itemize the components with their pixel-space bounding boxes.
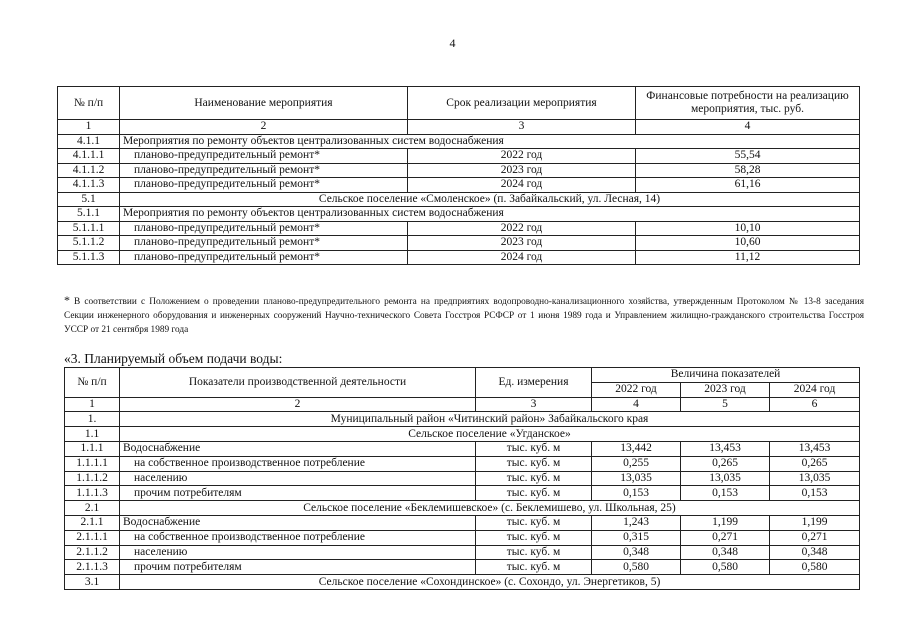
row-number: 4.1.1 bbox=[58, 134, 120, 149]
footnote-text: В соответствии с Положением о проведении планово-предупредительного ремонта на предприятиях водопроводно-канализационного хозяйства, утвержденным Протоколом № 13-8 заседания Секции инженерного оборудования и инженерных сооружений Научно-технического Совета Госстроя РСФСР от 1 июня 1989 года и Управлением жилищно-гражданского строительства Госстроя УССР от 21 сентября 1989 года bbox=[64, 297, 864, 335]
row-number: 2.1.1.2 bbox=[65, 545, 120, 560]
column-number: 2 bbox=[120, 120, 408, 135]
indicator-name: прочим потребителям bbox=[120, 486, 476, 501]
col-header-name: Наименование мероприятия bbox=[120, 87, 408, 120]
indicator-value: 0,153 bbox=[592, 486, 681, 501]
row-number: 2.1.1.3 bbox=[65, 560, 120, 575]
col-header-year-2023: 2023 год bbox=[681, 382, 770, 397]
table-row bbox=[65, 560, 860, 575]
section-title: «3. Планируемый объем подачи воды: bbox=[64, 351, 283, 366]
settlement-name: Сельское поселение «Смоленское» (п. Забайкальский, ул. Лесная, 14) bbox=[120, 192, 860, 207]
section-name: Сельское поселение «Сохондинское» (с. Сохондо, ул. Энергетиков, 5) bbox=[120, 575, 860, 590]
table-row bbox=[58, 163, 860, 178]
event-finance-value: 58,28 bbox=[636, 163, 860, 178]
section-row bbox=[65, 412, 860, 427]
col-header-unit: Ед. измерения bbox=[476, 368, 592, 398]
section-row bbox=[65, 575, 860, 590]
event-term: 2023 год bbox=[408, 236, 636, 251]
column-number: 2 bbox=[120, 397, 476, 412]
water-table-header-row1 bbox=[65, 368, 860, 383]
table-row bbox=[65, 515, 860, 530]
section-row bbox=[65, 501, 860, 516]
row-number: 4.1.1.3 bbox=[58, 178, 120, 193]
unit: тыс. куб. м bbox=[476, 560, 592, 575]
indicator-name: Водоснабжение bbox=[120, 441, 476, 456]
group-name: Мероприятия по ремонту объектов централизованных систем водоснабжения bbox=[120, 134, 860, 149]
row-number: 4.1.1.1 bbox=[58, 149, 120, 164]
table-row bbox=[65, 530, 860, 545]
event-term: 2024 год bbox=[408, 250, 636, 265]
events-table bbox=[57, 86, 860, 265]
table-row bbox=[65, 545, 860, 560]
row-number: 2.1 bbox=[65, 501, 120, 516]
col-header-num: № п/п bbox=[58, 87, 120, 120]
table-row bbox=[58, 149, 860, 164]
section-name: Сельское поселение «Угданское» bbox=[120, 427, 860, 442]
row-number: 1.1.1.1 bbox=[65, 456, 120, 471]
event-name: планово-предупредительный ремонт* bbox=[120, 163, 408, 178]
section-name: Муниципальный район «Читинский район» Забайкальского края bbox=[120, 412, 860, 427]
indicator-value: 0,265 bbox=[681, 456, 770, 471]
indicator-value: 0,580 bbox=[592, 560, 681, 575]
column-number: 6 bbox=[770, 397, 860, 412]
indicator-name: населению bbox=[120, 545, 476, 560]
row-number: 5.1.1.1 bbox=[58, 221, 120, 236]
table-row bbox=[58, 250, 860, 265]
col-header-year-2024: 2024 год bbox=[770, 382, 860, 397]
group-row bbox=[58, 207, 860, 222]
indicator-name: прочим потребителям bbox=[120, 560, 476, 575]
event-finance-value: 55,54 bbox=[636, 149, 860, 164]
table-row bbox=[58, 221, 860, 236]
event-term: 2023 год bbox=[408, 163, 636, 178]
footnote-star: * bbox=[64, 293, 70, 307]
col-header-indicator: Показатели производственной деятельности bbox=[120, 368, 476, 398]
event-finance-value: 10,10 bbox=[636, 221, 860, 236]
event-term: 2022 год bbox=[408, 221, 636, 236]
column-number: 3 bbox=[408, 120, 636, 135]
indicator-value: 0,348 bbox=[681, 545, 770, 560]
indicator-value: 0,348 bbox=[770, 545, 860, 560]
col-header-finance: Финансовые потребности на реализацию мероприятия, тыс. руб. bbox=[636, 87, 860, 120]
indicator-value: 1,243 bbox=[592, 515, 681, 530]
indicator-value: 0,348 bbox=[592, 545, 681, 560]
indicator-value: 0,153 bbox=[770, 486, 860, 501]
indicator-value: 0,580 bbox=[681, 560, 770, 575]
indicator-value: 0,271 bbox=[681, 530, 770, 545]
event-name: планово-предупредительный ремонт* bbox=[120, 149, 408, 164]
group-row bbox=[58, 134, 860, 149]
event-name: планово-предупредительный ремонт* bbox=[120, 178, 408, 193]
indicator-value: 13,035 bbox=[770, 471, 860, 486]
unit: тыс. куб. м bbox=[476, 515, 592, 530]
indicator-name: Водоснабжение bbox=[120, 515, 476, 530]
row-number: 1.1 bbox=[65, 427, 120, 442]
row-number: 1.1.1 bbox=[65, 441, 120, 456]
row-number: 5.1.1 bbox=[58, 207, 120, 222]
table-row bbox=[65, 456, 860, 471]
table-row bbox=[65, 441, 860, 456]
column-number: 4 bbox=[592, 397, 681, 412]
column-number: 5 bbox=[681, 397, 770, 412]
table-row bbox=[58, 178, 860, 193]
event-finance-value: 11,12 bbox=[636, 250, 860, 265]
indicator-name: населению bbox=[120, 471, 476, 486]
indicator-value: 0,580 bbox=[770, 560, 860, 575]
column-numbers-row bbox=[58, 120, 860, 135]
indicator-value: 1,199 bbox=[770, 515, 860, 530]
row-number: 2.1.1.1 bbox=[65, 530, 120, 545]
indicator-value: 0,265 bbox=[770, 456, 860, 471]
indicator-value: 1,199 bbox=[681, 515, 770, 530]
unit: тыс. куб. м bbox=[476, 441, 592, 456]
row-number: 4.1.1.2 bbox=[58, 163, 120, 178]
row-number: 1.1.1.2 bbox=[65, 471, 120, 486]
event-name: планово-предупредительный ремонт* bbox=[120, 250, 408, 265]
row-number: 1. bbox=[65, 412, 120, 427]
col-header-term: Срок реализации мероприятия bbox=[408, 87, 636, 120]
indicator-value: 13,453 bbox=[770, 441, 860, 456]
indicator-value: 0,315 bbox=[592, 530, 681, 545]
events-table-header bbox=[58, 87, 860, 120]
event-term: 2024 год bbox=[408, 178, 636, 193]
col-header-values-group: Величина показателей bbox=[592, 368, 860, 383]
event-finance-value: 10,60 bbox=[636, 236, 860, 251]
row-number: 2.1.1 bbox=[65, 515, 120, 530]
indicator-value: 0,153 bbox=[681, 486, 770, 501]
event-term: 2022 год bbox=[408, 149, 636, 164]
row-number: 3.1 bbox=[65, 575, 120, 590]
indicator-value: 0,255 bbox=[592, 456, 681, 471]
indicator-value: 13,453 bbox=[681, 441, 770, 456]
table-row bbox=[58, 236, 860, 251]
col-header-num: № п/п bbox=[65, 368, 120, 398]
indicator-value: 13,035 bbox=[592, 471, 681, 486]
table-row bbox=[65, 486, 860, 501]
water-supply-table bbox=[64, 367, 860, 590]
settlement-row bbox=[58, 192, 860, 207]
section-name: Сельское поселение «Беклемишевское» (с. Беклемишево, ул. Школьная, 25) bbox=[120, 501, 860, 516]
indicator-value: 13,035 bbox=[681, 471, 770, 486]
column-number: 1 bbox=[65, 397, 120, 412]
unit: тыс. куб. м bbox=[476, 471, 592, 486]
unit: тыс. куб. м bbox=[476, 456, 592, 471]
table-row bbox=[65, 471, 860, 486]
col-header-year-2022: 2022 год bbox=[592, 382, 681, 397]
event-name: планово-предупредительный ремонт* bbox=[120, 221, 408, 236]
page-number: 4 bbox=[449, 36, 456, 50]
unit: тыс. куб. м bbox=[476, 545, 592, 560]
indicator-name: на собственное производственное потребление bbox=[120, 456, 476, 471]
row-number: 5.1.1.3 bbox=[58, 250, 120, 265]
column-number: 3 bbox=[476, 397, 592, 412]
event-name: планово-предупредительный ремонт* bbox=[120, 236, 408, 251]
column-number: 4 bbox=[636, 120, 860, 135]
column-numbers-row bbox=[65, 397, 860, 412]
footnote bbox=[64, 293, 864, 337]
row-number: 1.1.1.3 bbox=[65, 486, 120, 501]
event-finance-value: 61,16 bbox=[636, 178, 860, 193]
indicator-value: 0,271 bbox=[770, 530, 860, 545]
indicator-name: на собственное производственное потребление bbox=[120, 530, 476, 545]
unit: тыс. куб. м bbox=[476, 530, 592, 545]
unit: тыс. куб. м bbox=[476, 486, 592, 501]
row-number: 5.1.1.2 bbox=[58, 236, 120, 251]
group-name: Мероприятия по ремонту объектов централизованных систем водоснабжения bbox=[120, 207, 860, 222]
section-row bbox=[65, 427, 860, 442]
column-number: 1 bbox=[58, 120, 120, 135]
row-number: 5.1 bbox=[58, 192, 120, 207]
indicator-value: 13,442 bbox=[592, 441, 681, 456]
